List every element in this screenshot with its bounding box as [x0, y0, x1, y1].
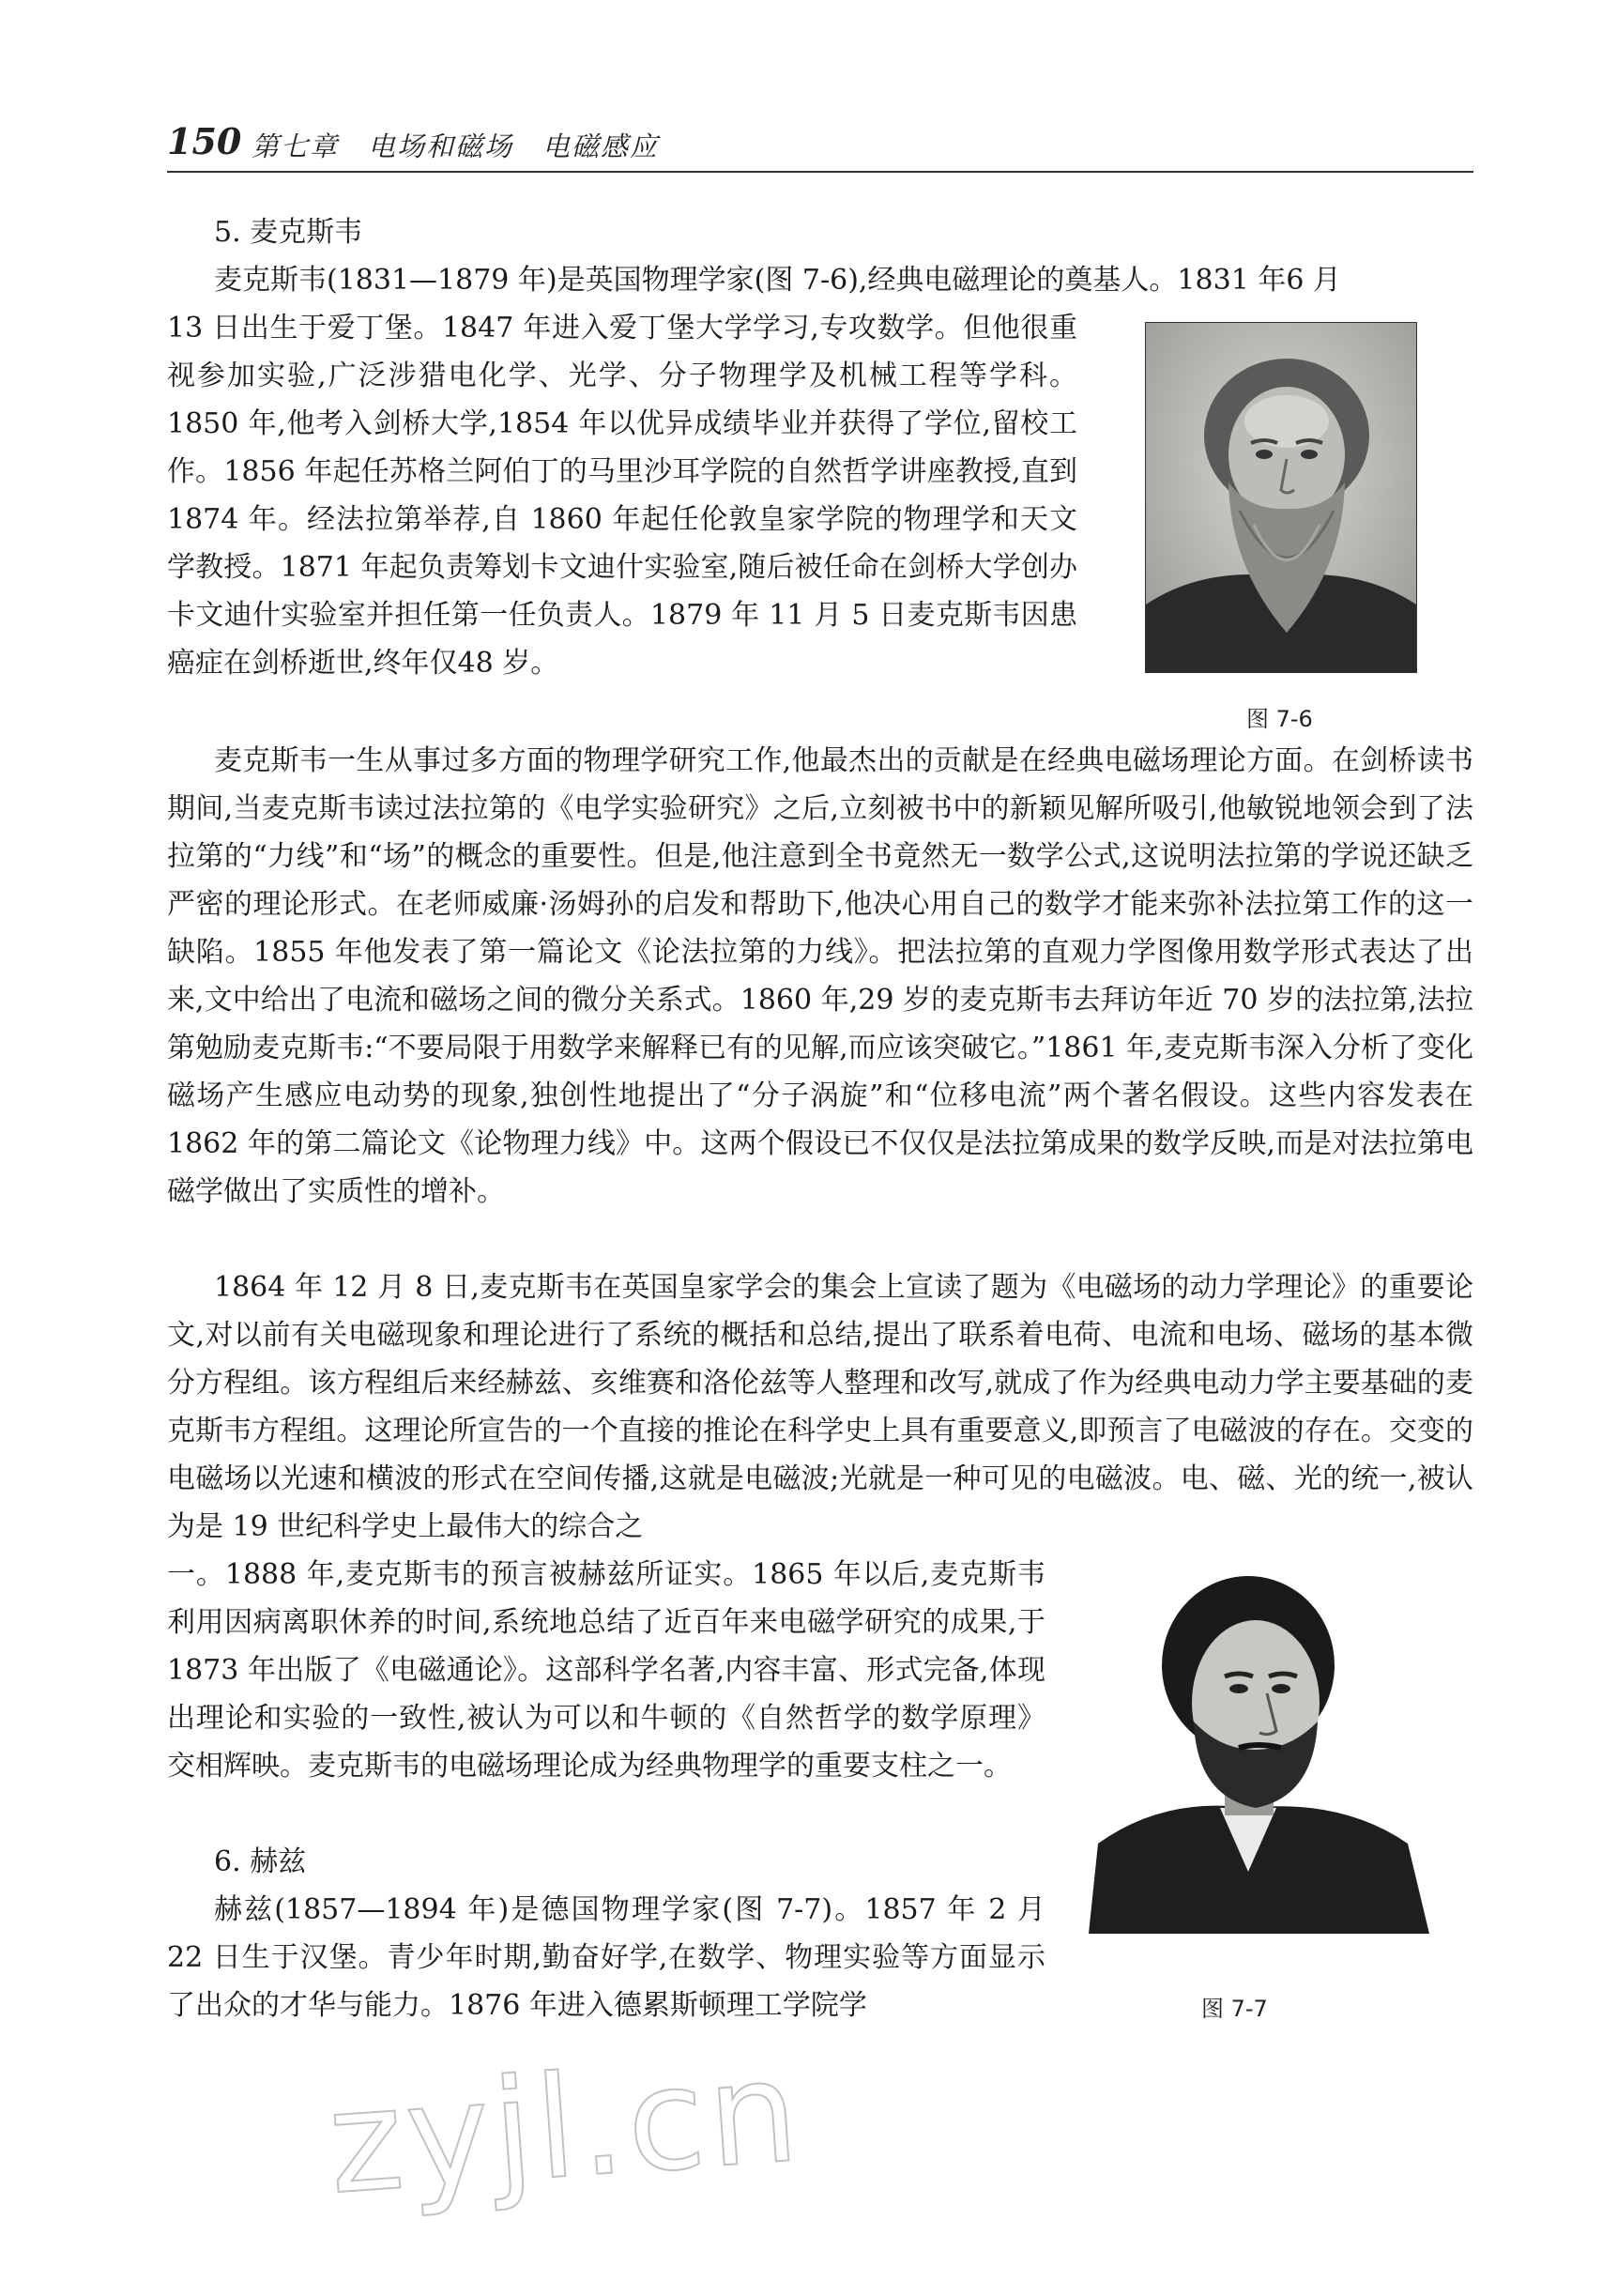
page-number: 150 [167, 120, 242, 162]
figure-caption-7-6: 图 7-6 [1246, 706, 1313, 732]
maxwell-theory-paragraph: 1864 年 12 月 8 日,麦克斯韦在英国皇家学会的集会上宣读了题为《电磁场的动力学理论》的重要论文,对以前有关电磁现象和理论进行了系统的概括和总结,提出了联系着电荷、电流和电场、磁场的基本微分方程组。该方程组后来经赫兹、亥维赛和洛伦兹等人整理和改写,就成了作为经典电动力学主要基础的麦克斯韦方程组。这理论所宣告的一个直接的推论在科学史上具有重要意义,即预言了电磁波的存在。交变的电磁场以光速和横波的形式在空间传播,这就是电磁波;光就是一种可见的电磁波。电、磁、光的统一,被认为是 19 世纪科学史上最伟大的综合之 [167, 1271, 1473, 1543]
maxwell-bio-paragraph: 13 日出生于爱丁堡。1847 年进入爱丁堡大学学习,专攻数学。但他很重视参加实验,广泛涉猎电化学、光学、分子物理学及机械工程等学科。1850 年,他考入剑桥大学,1854 年以优异成绩毕业并获得了学位,留校工作。1856 年起任苏格兰阿伯丁的马里沙耳学院的自然哲学讲座教授,直到 1874 年。经法拉第举荐,自 1860 年起任伦敦皇家学院的物理学和天文学教授。1871 年起负责筹划卡文迪什实验室,随后被任命在剑桥大学创办卡文迪什实验室并担任第一任负责人。1879 年 11 月 5 日麦克斯韦因患癌症在剑桥逝世,终年仅48 岁。 [167, 312, 1077, 680]
section-heading-maxwell: 5. 麦克斯韦 [214, 216, 363, 249]
section-heading-hertz: 6. 赫兹 [214, 1845, 307, 1878]
page-header [167, 113, 1473, 173]
hertz-portrait [1089, 1562, 1429, 1934]
maxwell-research-paragraph: 麦克斯韦一生从事过多方面的物理学研究工作,他最杰出的贡献是在经典电磁场理论方面。在剑桥读书期间,当麦克斯韦读过法拉第的《电学实验研究》之后,立刻被书中的新颖见解所吸引,他敏锐地领会到了法拉第的“力线”和“场”的概念的重要性。但是,他注意到全书竟然无一数学公式,这说明法拉第的学说还缺乏严密的理论形式。在老师威廉·汤姆孙的启发和帮助下,他决心用自己的数学才能来弥补法拉第工作的这一缺陷。1855 年他发表了第一篇论文《论法拉第的力线》。把法拉第的直观力学图像用数学形式表达了出来,文中给出了电流和磁场之间的微分关系式。1860 年,29 岁的麦克斯韦去拜访年近 70 岁的法拉第,法拉第勉励麦克斯韦:“不要局限于用数学来解释已有的见解,而应该突破它。”1861 年,麦克斯韦深入分析了变化磁场产生感应电动势的现象,独创性地提出了“分子涡旋”和“位移电流”两个著名假设。这些内容发表在 1862 年的第二篇论文《论物理力线》中。这两个假设已不仅仅是法拉第成果的数学反映,而是对法拉第电磁学做出了实质性的增补。 [167, 744, 1473, 1208]
maxwell-portrait [1145, 322, 1417, 673]
figure-caption-7-7: 图 7-7 [1201, 1996, 1268, 2022]
maxwell-intro-line: 麦克斯韦(1831—1879 年)是英国物理学家(图 7-6),经典电磁理论的奠基人。1831 年6 月 [214, 264, 1341, 297]
hertz-bio-paragraph: 赫兹(1857—1894 年)是德国物理学家(图 7-7)。1857 年 2 月 22 日生于汉堡。青少年时期,勤奋好学,在数学、物理实验等方面显示了出众的才华与能力。1876 年进入德累斯顿理工学院学 [167, 1893, 1045, 2022]
watermark: zyjl.cn [323, 2029, 807, 2227]
maxwell-legacy-paragraph: 一。1888 年,麦克斯韦的预言被赫兹所证实。1865 年以后,麦克斯韦利用因病离职休养的时间,系统地总结了近百年来电磁学研究的成果,于 1873 年出版了《电磁通论》。这部科学名著,内容丰富、形式完备,体现出理论和实验的一致性,被认为可以和牛顿的《自然哲学的数学原理》交相辉映。麦克斯韦的电磁场理论成为经典物理学的重要支柱之一。 [167, 1558, 1045, 1783]
chapter-title: 第七章 电场和磁场 电磁感应 [252, 130, 660, 162]
